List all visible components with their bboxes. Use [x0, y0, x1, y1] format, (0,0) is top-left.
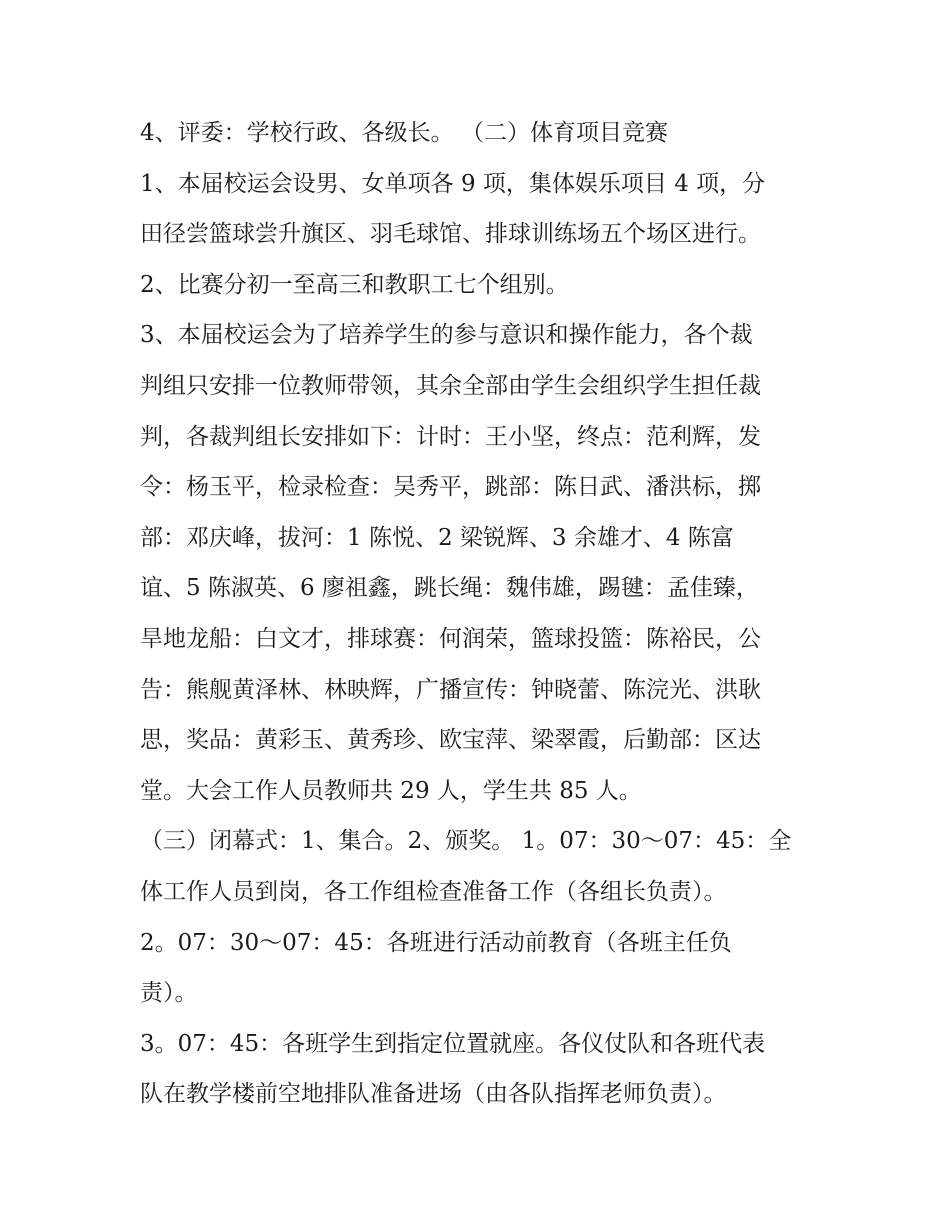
text-line: 判，各裁判组长安排如下：计时：王小坚，终点：范利辉，发 — [140, 423, 761, 450]
text-line: 旱地龙船：白文才，排球赛：何润荣，篮球投篮：陈裕民，公 — [140, 625, 761, 652]
text-line: 思，奖品：黄彩玉、黄秀珍、欧宝萍、梁翠霞，后勤部：区达 — [140, 727, 761, 754]
text-line: （三）闭幕式：1、集合。2、颁奖。 1。07：30～07：45：全 — [140, 828, 792, 855]
text-line: 责）。 — [140, 980, 198, 1007]
text-line: 部：邓庆峰，拔河：1 陈悦、2 梁锐辉、3 余雄才、4 陈富 — [140, 524, 734, 551]
text-line: 堂。大会工作人员教师共 29 人，学生共 85 人。 — [140, 777, 642, 804]
text-line: 4、评委：学校行政、各级长。 （二）体育项目竞赛 — [140, 120, 668, 146]
document-body — [140, 108, 820, 1120]
text-line: 2。07：30～07：45：各班进行活动前教育（各班主任负 — [140, 929, 732, 956]
text-line: 体工作人员到岗，各工作组检查准备工作（各组长负责）。 — [140, 878, 727, 905]
text-line: 告：熊舰黄泽林、林映辉，广播宣传：钟晓蕾、陈浣光、洪耿 — [140, 676, 761, 703]
text-line: 谊、5 陈淑英、6 廖祖鑫，跳长绳：魏伟雄，踢毽：孟佳臻， — [140, 575, 759, 602]
text-line: 3。07：45：各班学生到指定位置就座。各仪仗队和各班代表 — [140, 1030, 766, 1057]
text-line: 2、比赛分初一至高三和教职工七个组别。 — [140, 271, 569, 298]
text-line: 令：杨玉平，检录检查：吴秀平，跳部：陈日武、潘洪标，掷 — [140, 474, 761, 501]
text-line: 1、本届校运会设男、女单项各 9 项，集体娱乐项目 4 项，分 — [140, 170, 766, 197]
text-line: 3、本届校运会为了培养学生的参与意识和操作能力，各个裁 — [140, 322, 753, 349]
text-line: 判组只安排一位教师带领，其余全部由学生会组织学生担任裁 — [140, 372, 761, 399]
text-line: 田径尝篮球尝升旗区、羽毛球馆、排球训练场五个场区进行。 — [140, 221, 761, 248]
text-line: 队在教学楼前空地排队准备进场（由各队指挥老师负责）。 — [140, 1081, 727, 1108]
